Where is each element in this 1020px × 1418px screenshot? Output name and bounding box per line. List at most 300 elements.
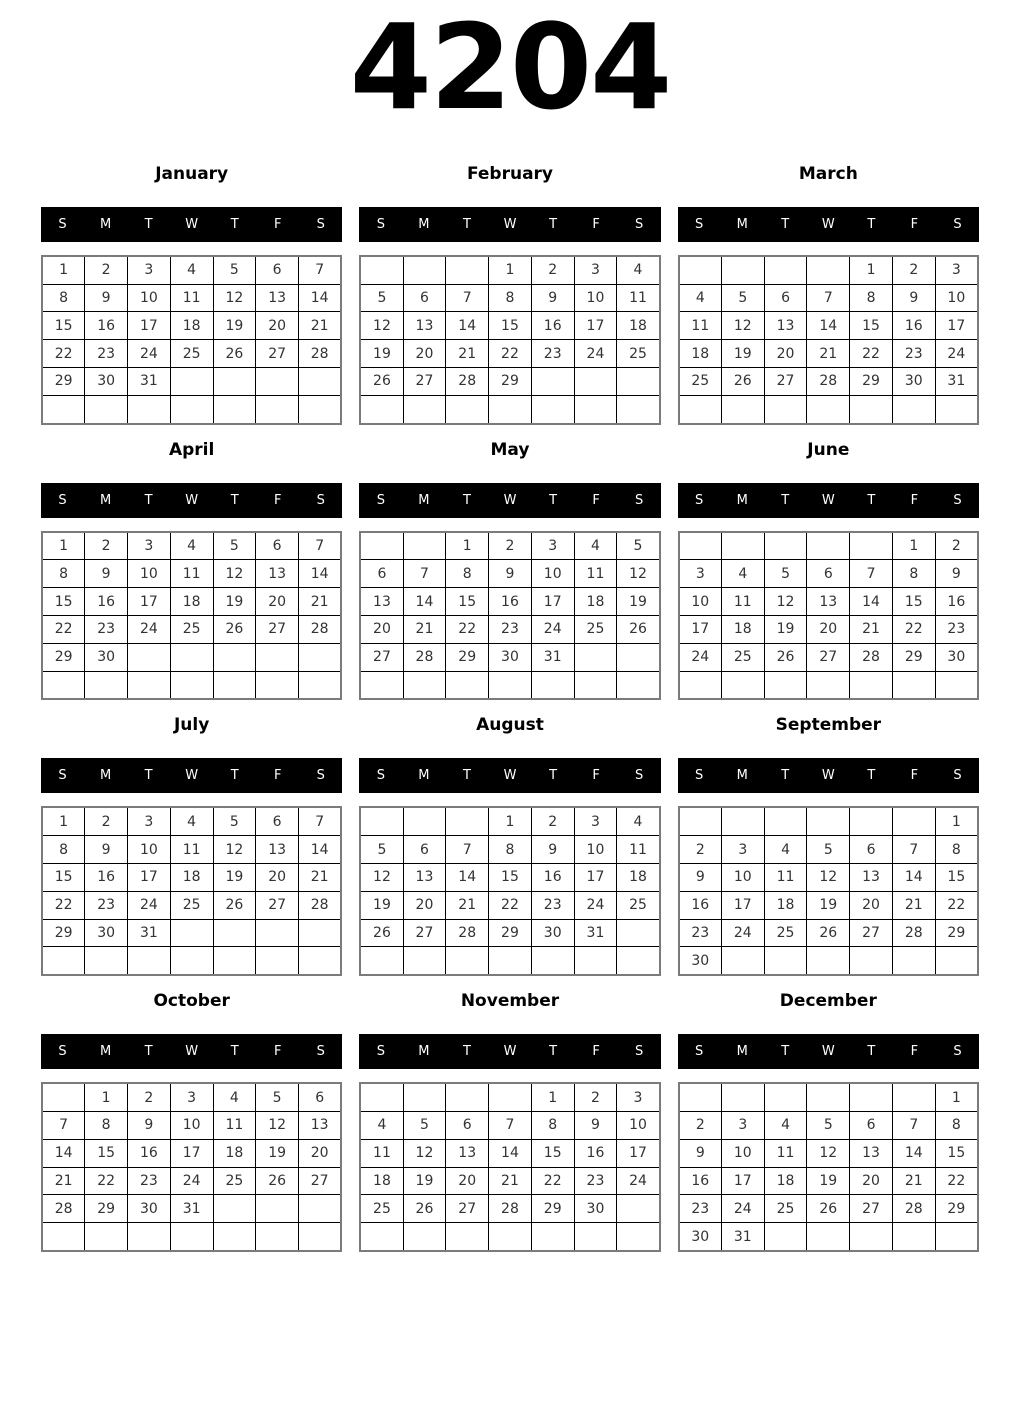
week-row (679, 807, 978, 835)
day-cell: 24 (574, 891, 617, 919)
week-row (679, 588, 978, 616)
day-cell: 26 (403, 1195, 446, 1223)
day-cell: 2 (892, 256, 935, 284)
week-row (360, 807, 659, 835)
day-cell: 17 (574, 864, 617, 892)
week-row (360, 284, 659, 312)
day-cell: 13 (403, 864, 446, 892)
day-cell: 23 (85, 340, 128, 368)
month-grid (41, 1082, 342, 1252)
weekday-label: T (549, 492, 558, 508)
day-cell: 5 (403, 1112, 446, 1140)
day-cell: 1 (42, 807, 85, 835)
day-cell: 5 (721, 284, 764, 312)
month-title: November (460, 991, 560, 1012)
weekday-label: S (376, 1044, 385, 1060)
weekday-label: T (781, 768, 790, 784)
weekday-label: S (316, 492, 325, 508)
day-cell: 22 (850, 340, 893, 368)
day-cell: 12 (213, 284, 256, 312)
week-row (42, 864, 341, 892)
day-cell: 18 (764, 891, 807, 919)
day-cell: 11 (764, 1139, 807, 1167)
day-cell: 11 (170, 560, 213, 588)
day-cell: 11 (764, 864, 807, 892)
day-cell: 9 (128, 1112, 171, 1140)
day-cell: 10 (128, 560, 171, 588)
day-cell (299, 395, 342, 423)
day-cell: 7 (299, 807, 342, 835)
day-cell: 5 (764, 560, 807, 588)
week-row (679, 891, 978, 919)
week-row (42, 284, 341, 312)
weekday-label: S (316, 1044, 325, 1060)
weekday-header-row (41, 483, 342, 518)
day-cell: 11 (721, 588, 764, 616)
day-cell: 9 (489, 560, 532, 588)
day-cell: 8 (489, 836, 532, 864)
months-grid (0, 164, 1020, 1252)
day-cell: 13 (256, 284, 299, 312)
day-cell: 13 (850, 1139, 893, 1167)
day-cell: 11 (170, 836, 213, 864)
day-cell: 20 (256, 864, 299, 892)
day-cell (213, 395, 256, 423)
day-cell: 15 (892, 588, 935, 616)
day-cell: 27 (403, 919, 446, 947)
day-cell: 17 (617, 1139, 660, 1167)
day-cell: 21 (446, 340, 489, 368)
day-cell: 26 (360, 368, 403, 396)
day-cell: 25 (170, 340, 213, 368)
day-cell: 5 (360, 284, 403, 312)
day-cell: 23 (85, 616, 128, 644)
day-cell: 2 (85, 256, 128, 284)
week-row (679, 1223, 978, 1251)
day-cell: 27 (360, 643, 403, 671)
week-row (360, 1167, 659, 1195)
day-cell: 4 (617, 807, 660, 835)
day-cell: 24 (721, 919, 764, 947)
day-cell: 24 (574, 340, 617, 368)
day-cell: 28 (299, 340, 342, 368)
week-row (360, 1139, 659, 1167)
day-cell: 24 (128, 616, 171, 644)
day-cell: 24 (935, 340, 978, 368)
week-row (42, 560, 341, 588)
day-cell (850, 395, 893, 423)
day-cell (446, 1223, 489, 1251)
weekday-label: T (144, 492, 153, 508)
week-row (360, 256, 659, 284)
day-cell: 25 (764, 919, 807, 947)
day-cell: 23 (679, 1195, 722, 1223)
day-cell (446, 1083, 489, 1111)
day-cell: 18 (617, 312, 660, 340)
day-cell: 12 (721, 312, 764, 340)
day-cell: 7 (892, 1112, 935, 1140)
day-cell: 14 (892, 864, 935, 892)
weekday-label: S (635, 492, 644, 508)
month-may (359, 440, 660, 701)
day-cell: 15 (446, 588, 489, 616)
day-cell: 2 (85, 807, 128, 835)
day-cell: 2 (128, 1083, 171, 1111)
day-cell (531, 368, 574, 396)
day-cell (935, 947, 978, 975)
day-cell (213, 947, 256, 975)
day-cell: 12 (213, 836, 256, 864)
day-cell (403, 532, 446, 560)
weekday-label: W (503, 768, 517, 784)
day-cell: 28 (446, 368, 489, 396)
weekday-label: W (821, 768, 835, 784)
weekday-label: T (867, 492, 876, 508)
day-cell: 8 (850, 284, 893, 312)
day-cell: 23 (128, 1167, 171, 1195)
day-cell: 14 (807, 312, 850, 340)
day-cell (721, 256, 764, 284)
weekday-label: M (418, 768, 430, 784)
day-cell: 18 (617, 864, 660, 892)
week-row (679, 1167, 978, 1195)
day-cell: 7 (446, 284, 489, 312)
weekday-header-row (678, 207, 979, 242)
day-cell: 15 (531, 1139, 574, 1167)
day-cell: 22 (42, 340, 85, 368)
day-cell: 13 (403, 312, 446, 340)
day-cell: 1 (489, 807, 532, 835)
weekday-label: F (910, 1044, 919, 1060)
day-cell (299, 1223, 342, 1251)
day-cell (170, 947, 213, 975)
day-cell: 20 (850, 891, 893, 919)
day-cell: 17 (935, 312, 978, 340)
day-cell (531, 1223, 574, 1251)
day-cell: 2 (531, 256, 574, 284)
day-cell (679, 1083, 722, 1111)
year-title: 4204 (349, 0, 671, 136)
month-grid (41, 806, 342, 976)
day-cell (892, 947, 935, 975)
day-cell: 5 (213, 532, 256, 560)
day-cell (42, 947, 85, 975)
day-cell (42, 1083, 85, 1111)
weekday-label: T (549, 768, 558, 784)
day-cell (617, 671, 660, 699)
weekday-label: M (99, 1044, 112, 1060)
day-cell: 9 (935, 560, 978, 588)
day-cell: 5 (360, 836, 403, 864)
day-cell: 31 (531, 643, 574, 671)
weekday-label: W (821, 216, 835, 232)
day-cell: 3 (128, 532, 171, 560)
month-title: May (490, 439, 530, 460)
day-cell: 21 (807, 340, 850, 368)
day-cell (531, 947, 574, 975)
day-cell (574, 1223, 617, 1251)
day-cell: 26 (617, 616, 660, 644)
weekday-label: F (910, 216, 919, 232)
day-cell: 14 (850, 588, 893, 616)
day-cell: 22 (489, 340, 532, 368)
weekday-label: S (695, 768, 704, 784)
day-cell: 8 (85, 1112, 128, 1140)
week-row (42, 807, 341, 835)
day-cell (85, 671, 128, 699)
day-cell: 7 (807, 284, 850, 312)
day-cell (935, 671, 978, 699)
weekday-label: W (503, 1044, 517, 1060)
day-cell: 14 (299, 284, 342, 312)
day-cell: 3 (574, 807, 617, 835)
day-cell (360, 395, 403, 423)
day-cell (446, 395, 489, 423)
day-cell: 19 (213, 588, 256, 616)
day-cell: 1 (446, 532, 489, 560)
day-cell (403, 947, 446, 975)
day-cell: 28 (42, 1195, 85, 1223)
day-cell: 4 (360, 1112, 403, 1140)
day-cell: 14 (892, 1139, 935, 1167)
weekday-header-row (359, 483, 660, 518)
month-title: December (779, 991, 877, 1012)
day-cell: 2 (489, 532, 532, 560)
day-cell (807, 532, 850, 560)
day-cell (764, 671, 807, 699)
week-row (42, 1223, 341, 1251)
weekday-label: S (376, 492, 385, 508)
day-cell: 16 (679, 891, 722, 919)
day-cell: 3 (128, 807, 171, 835)
week-row (42, 1167, 341, 1195)
day-cell (617, 1195, 660, 1223)
day-cell: 22 (42, 616, 85, 644)
day-cell: 6 (256, 532, 299, 560)
month-grid (41, 255, 342, 425)
day-cell (935, 395, 978, 423)
day-cell (85, 1223, 128, 1251)
week-row (360, 836, 659, 864)
weekday-label: M (99, 492, 112, 508)
day-cell (489, 395, 532, 423)
day-cell: 12 (403, 1139, 446, 1167)
day-cell: 30 (935, 643, 978, 671)
day-cell: 19 (213, 312, 256, 340)
week-row (679, 560, 978, 588)
weekday-label: T (230, 216, 239, 232)
day-cell (850, 532, 893, 560)
weekday-label: W (185, 492, 199, 508)
month-title: March (798, 163, 858, 184)
day-cell: 12 (256, 1112, 299, 1140)
day-cell: 30 (574, 1195, 617, 1223)
day-cell: 25 (170, 616, 213, 644)
day-cell (892, 395, 935, 423)
weekday-label: M (418, 1044, 430, 1060)
day-cell (679, 532, 722, 560)
day-cell: 16 (531, 864, 574, 892)
day-cell: 15 (850, 312, 893, 340)
day-cell (213, 1223, 256, 1251)
day-cell (85, 947, 128, 975)
week-row (42, 643, 341, 671)
day-cell: 26 (360, 919, 403, 947)
day-cell: 6 (807, 560, 850, 588)
day-cell: 21 (299, 588, 342, 616)
day-cell (170, 671, 213, 699)
weekday-label: W (821, 1044, 835, 1060)
day-cell: 20 (299, 1139, 342, 1167)
day-cell: 18 (170, 312, 213, 340)
weekday-header-row (359, 1034, 660, 1069)
day-cell: 18 (574, 588, 617, 616)
day-cell: 19 (721, 340, 764, 368)
day-cell (213, 368, 256, 396)
day-cell (850, 671, 893, 699)
day-cell: 31 (170, 1195, 213, 1223)
day-cell: 21 (403, 616, 446, 644)
day-cell (892, 1083, 935, 1111)
day-cell: 13 (764, 312, 807, 340)
day-cell: 15 (489, 864, 532, 892)
day-cell: 19 (764, 616, 807, 644)
day-cell (617, 947, 660, 975)
day-cell: 6 (256, 256, 299, 284)
weekday-label: T (144, 216, 153, 232)
day-cell (42, 395, 85, 423)
day-cell: 21 (892, 891, 935, 919)
day-cell: 10 (574, 836, 617, 864)
day-cell: 12 (617, 560, 660, 588)
day-cell: 30 (531, 919, 574, 947)
weekday-label: T (867, 1044, 876, 1060)
day-cell: 2 (531, 807, 574, 835)
day-cell: 28 (299, 891, 342, 919)
day-cell (489, 671, 532, 699)
day-cell: 17 (170, 1139, 213, 1167)
weekday-label: W (185, 1044, 199, 1060)
day-cell: 29 (42, 368, 85, 396)
day-cell: 15 (935, 864, 978, 892)
day-cell: 30 (892, 368, 935, 396)
day-cell: 6 (850, 1112, 893, 1140)
day-cell: 28 (299, 616, 342, 644)
day-cell: 19 (403, 1167, 446, 1195)
week-row (360, 532, 659, 560)
day-cell: 27 (403, 368, 446, 396)
day-cell: 5 (617, 532, 660, 560)
week-row (360, 312, 659, 340)
month-title: September (775, 715, 882, 736)
day-cell: 8 (42, 284, 85, 312)
day-cell: 20 (256, 312, 299, 340)
day-cell: 10 (170, 1112, 213, 1140)
day-cell: 2 (679, 836, 722, 864)
day-cell (721, 1083, 764, 1111)
day-cell: 29 (489, 919, 532, 947)
day-cell: 31 (574, 919, 617, 947)
week-row (42, 671, 341, 699)
day-cell: 10 (935, 284, 978, 312)
day-cell (850, 1223, 893, 1251)
day-cell: 6 (299, 1083, 342, 1111)
month-june (678, 440, 979, 701)
day-cell: 25 (617, 891, 660, 919)
month-grid (678, 531, 979, 701)
day-cell (299, 947, 342, 975)
day-cell: 31 (128, 368, 171, 396)
day-cell: 1 (892, 532, 935, 560)
day-cell: 6 (403, 284, 446, 312)
day-cell (256, 643, 299, 671)
day-cell: 23 (531, 891, 574, 919)
day-cell: 12 (360, 864, 403, 892)
week-row (679, 395, 978, 423)
day-cell: 11 (617, 284, 660, 312)
week-row (679, 671, 978, 699)
day-cell: 3 (531, 532, 574, 560)
day-cell: 16 (935, 588, 978, 616)
day-cell: 3 (721, 836, 764, 864)
weekday-header-row (41, 1034, 342, 1069)
day-cell: 27 (764, 368, 807, 396)
day-cell (446, 947, 489, 975)
day-cell: 21 (299, 312, 342, 340)
weekday-header-row (359, 758, 660, 793)
day-cell: 23 (489, 616, 532, 644)
day-cell: 11 (617, 836, 660, 864)
day-cell: 27 (256, 340, 299, 368)
day-cell: 17 (721, 1167, 764, 1195)
day-cell: 12 (360, 312, 403, 340)
day-cell (679, 671, 722, 699)
day-cell: 5 (807, 836, 850, 864)
day-cell: 17 (574, 312, 617, 340)
day-cell: 11 (213, 1112, 256, 1140)
weekday-label: W (503, 216, 517, 232)
day-cell: 22 (935, 1167, 978, 1195)
week-row (42, 891, 341, 919)
week-row (679, 836, 978, 864)
week-row (42, 340, 341, 368)
day-cell: 16 (531, 312, 574, 340)
weekday-label: F (592, 1044, 600, 1060)
month-title: February (466, 163, 554, 184)
day-cell (807, 1083, 850, 1111)
day-cell: 13 (256, 836, 299, 864)
day-cell (721, 532, 764, 560)
weekday-label: T (781, 1044, 790, 1060)
day-cell: 4 (170, 807, 213, 835)
day-cell (531, 671, 574, 699)
day-cell (617, 395, 660, 423)
day-cell: 9 (679, 1139, 722, 1167)
weekday-label: F (910, 492, 919, 508)
day-cell: 24 (617, 1167, 660, 1195)
weekday-label: S (58, 216, 67, 232)
day-cell (360, 947, 403, 975)
month-title: April (168, 439, 215, 460)
day-cell (807, 395, 850, 423)
weekday-label: F (592, 492, 600, 508)
day-cell (299, 671, 342, 699)
weekday-header-row (359, 207, 660, 242)
week-row (42, 256, 341, 284)
month-grid (41, 531, 342, 701)
day-cell: 27 (256, 891, 299, 919)
month-october (41, 991, 342, 1252)
